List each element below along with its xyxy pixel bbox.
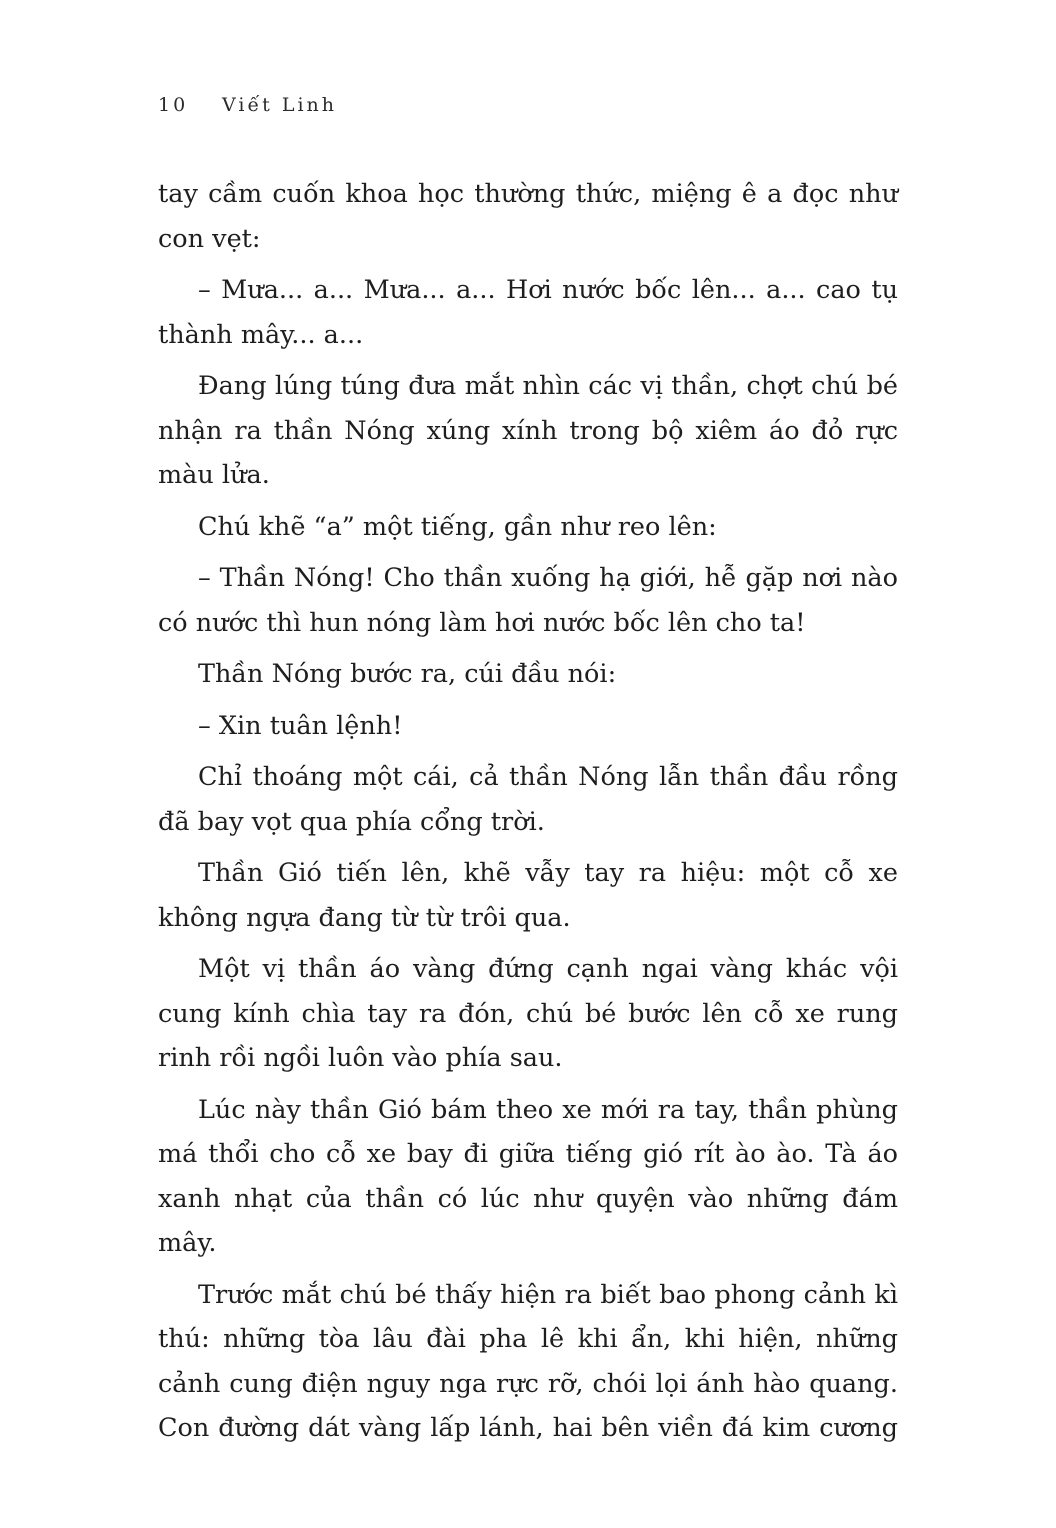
paragraph: – Xin tuân lệnh! bbox=[198, 710, 403, 741]
paragraph: Chú khẽ “a” một tiếng, gần như reo lên: bbox=[198, 511, 717, 542]
paragraph: Thần Gió tiến lên, khẽ vẫy tay ra hiệu: một cỗ xe không ngựa đang từ từ trôi qua. bbox=[158, 858, 898, 933]
paragraph: Đang lúng túng đưa mắt nhìn các vị thần, chợt chú bé nhận ra thần Nóng xúng xính trong bộ xiêm áo đỏ rực màu lửa. bbox=[158, 371, 898, 490]
paragraph: – Thần Nóng! Cho thần xuống hạ giới, hễ gặp nơi nào có nước thì hun nóng làm hơi nước bốc lên cho ta! bbox=[158, 563, 898, 638]
paragraph: Một vị thần áo vàng đứng cạnh ngai vàng khác vội cung kính chìa tay ra đón, chú bé bước lên cỗ xe rung rinh rồi ngồi luôn vào phía sau. bbox=[158, 954, 898, 1073]
running-head bbox=[158, 94, 337, 116]
paragraph: Trước mắt chú bé thấy hiện ra biết bao phong cảnh kì thú: những tòa lâu đài pha lê khi ẩn, khi hiện, những cảnh cung điện nguy nga rực rỡ, chói lọi ánh hào quang. Con đường dát vàng lấp lánh, hai bên viền đá kim cương bbox=[158, 1279, 898, 1443]
body-text bbox=[158, 172, 898, 1458]
page-number: 10 bbox=[158, 94, 189, 116]
paragraph: Thần Nóng bước ra, cúi đầu nói: bbox=[198, 659, 617, 689]
paragraph: Chỉ thoáng một cái, cả thần Nóng lẫn thần đầu rồng đã bay vọt qua phía cổng trời. bbox=[158, 762, 898, 837]
paragraph: Lúc này thần Gió bám theo xe mới ra tay, thần phùng má thổi cho cỗ xe bay đi giữa tiếng gió rít ào ào. Tà áo xanh nhạt của thần có lúc như quyện vào những đám mây. bbox=[158, 1094, 898, 1258]
author-name: Viết Linh bbox=[222, 94, 337, 116]
paragraph: – Mưa... a... Mưa... a... Hơi nước bốc lên... a... cao tụ thành mây... a... bbox=[158, 275, 898, 350]
paragraph: tay cầm cuốn khoa học thường thức, miệng ê a đọc như con vẹt: bbox=[158, 179, 898, 254]
